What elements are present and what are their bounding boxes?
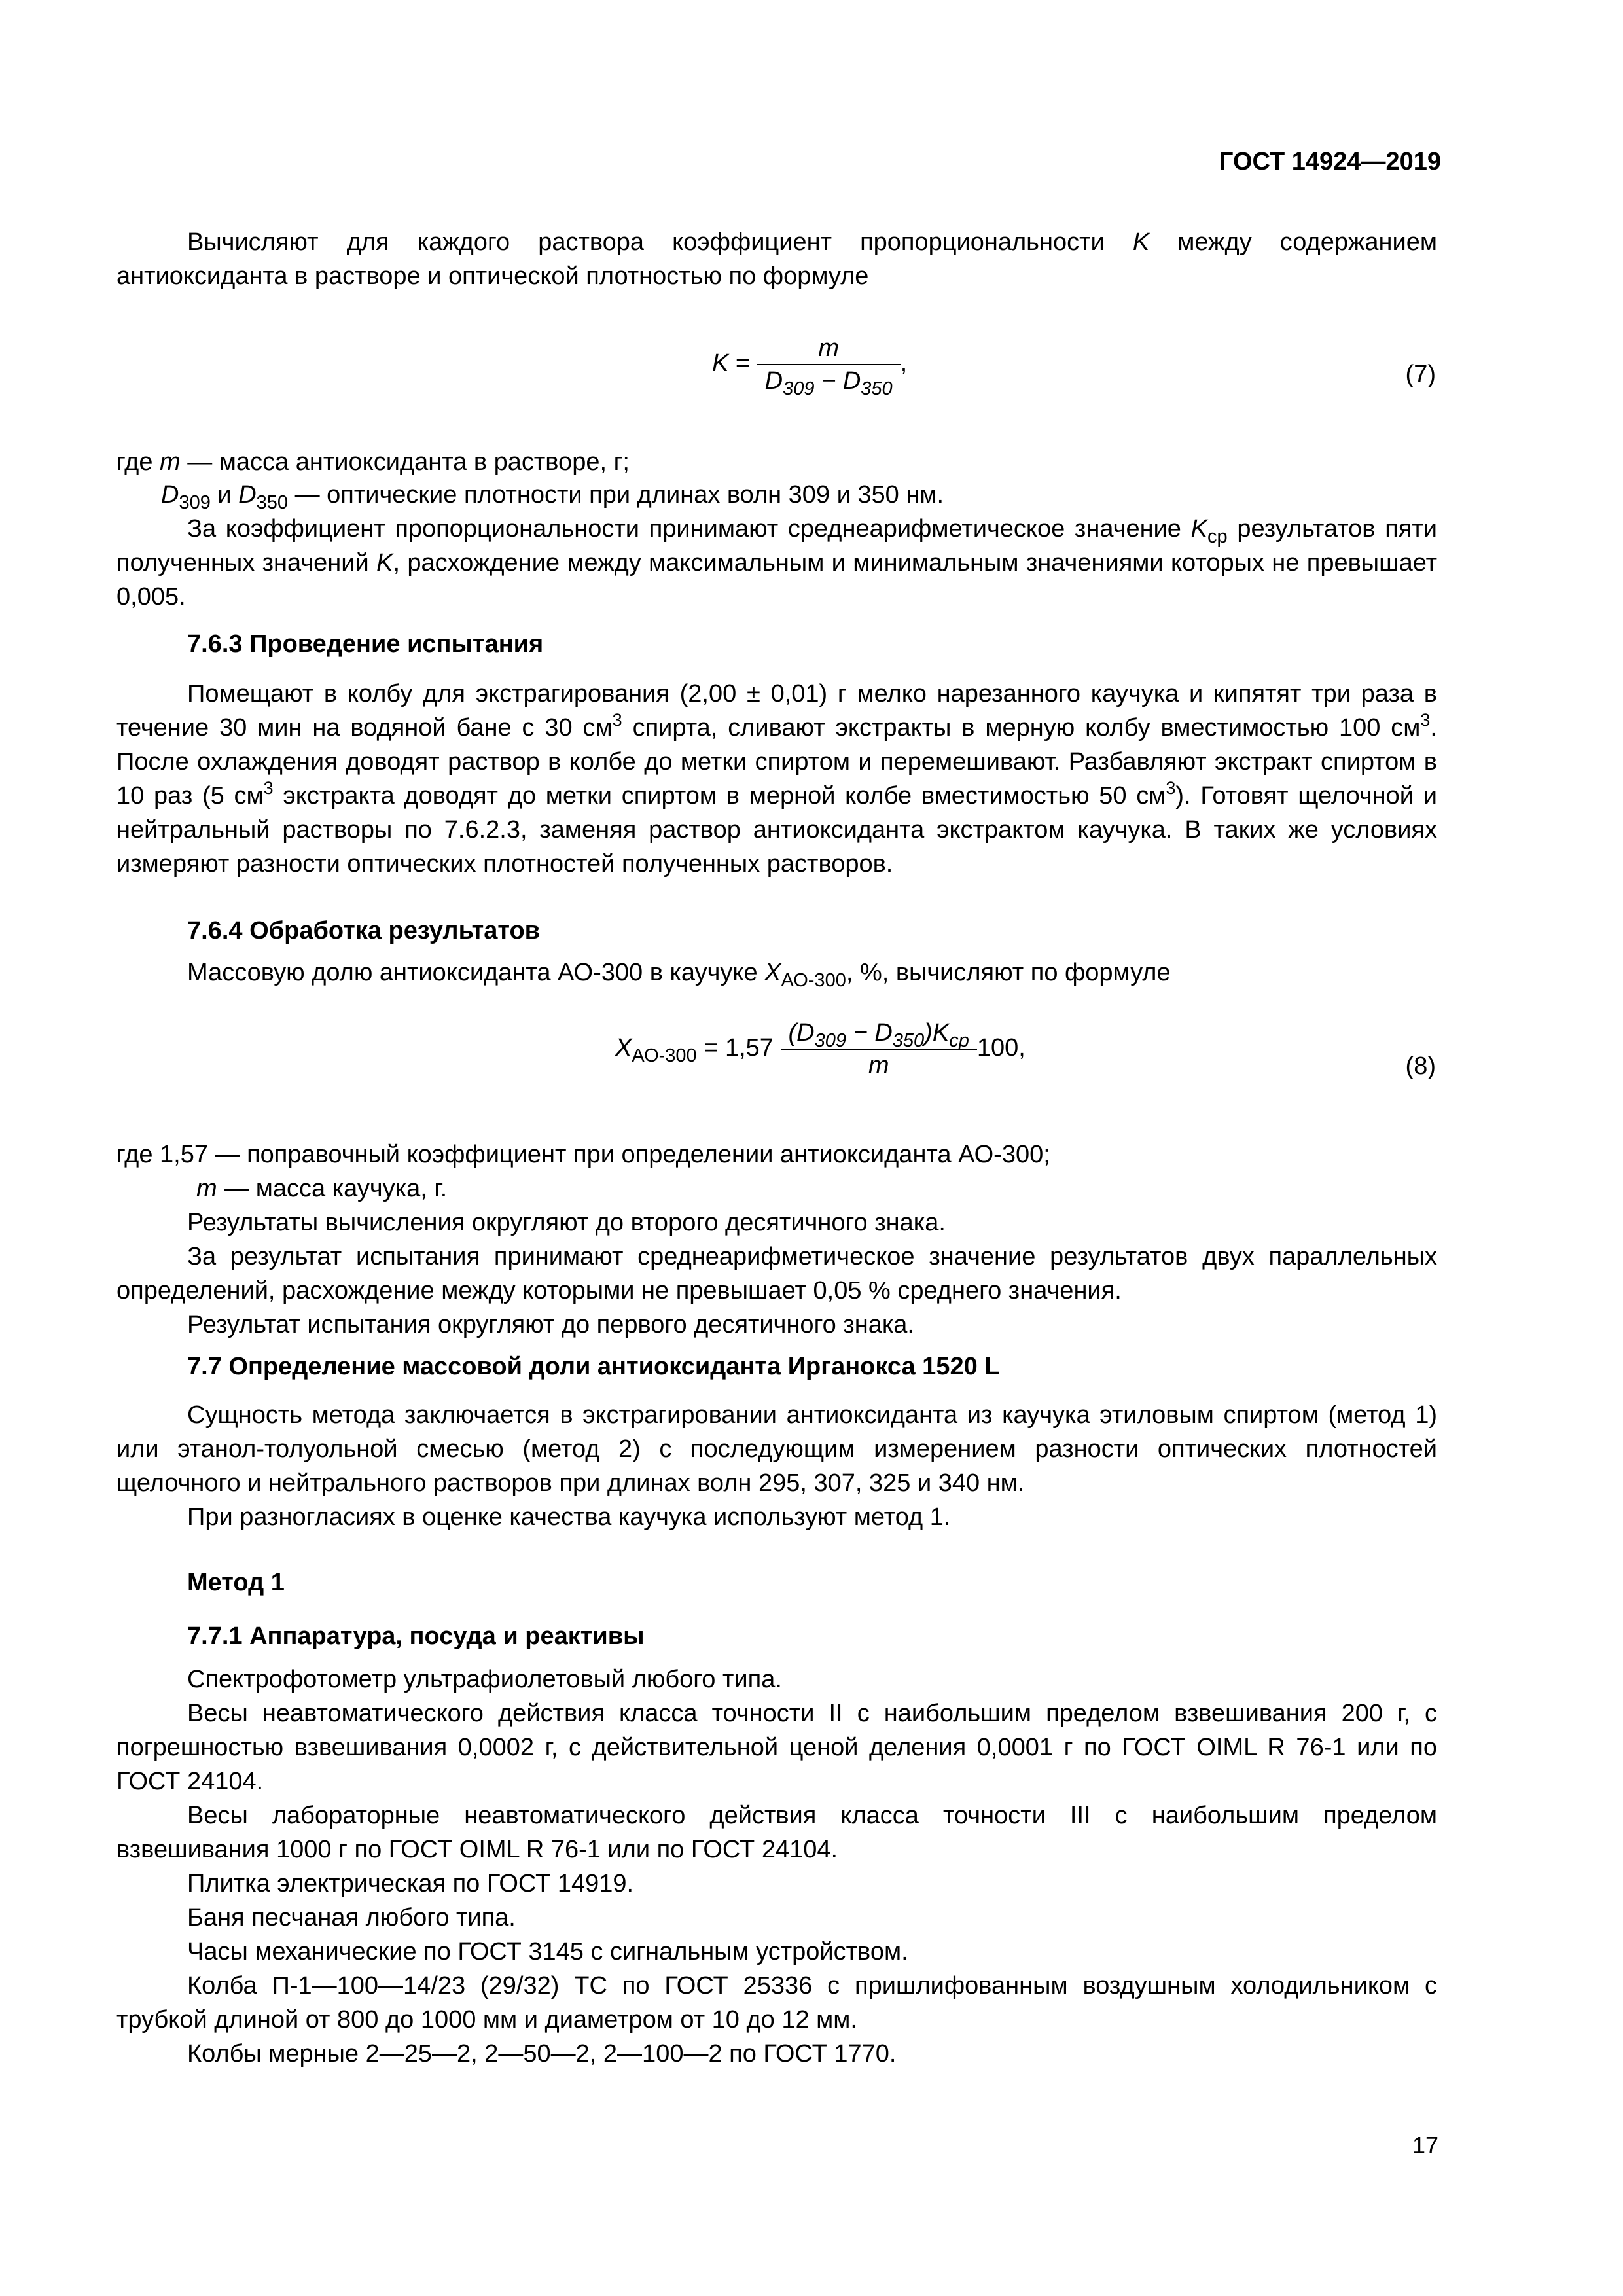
page-number: 17 (1412, 2132, 1438, 2159)
formula-8-coefficient: 1,57 (724, 1034, 774, 1062)
paragraph-mass-fraction-intro: Массовую долю антиоксиданта АО-300 в каучуке $X_{АО-300}$, %, вычисляют по формуле (187, 959, 1171, 991)
formula-8-numerator: $(D_{309} - D_{350})K_{ср}$ (781, 1017, 977, 1050)
paragraph-rounding-first: Результат испытания округляют до первого десятичного знака. (187, 1311, 914, 1338)
equipment-item: Спектрофотометр ультрафиолетовый любого типа. (187, 1666, 782, 1693)
equipment-item: Часы механические по ГОСТ 3145 с сигнальным устройством. (187, 1938, 908, 1965)
equipment-item: Колбы мерные 2—25—2, 2—50—2, 2—100—2 по ГОСТ 1770. (187, 2040, 897, 2068)
formula-7-denominator: $D_{309} - D_{350}$ (764, 367, 893, 399)
section-7-7-1-title: 7.7.1 Аппаратура, посуда и реактивы (187, 1623, 645, 1650)
formula-8-number: (8) (1405, 1052, 1436, 1080)
equipment-item: Баня песчаная любого типа. (187, 1904, 516, 1931)
method-1-title: Метод 1 (187, 1569, 285, 1596)
formula-7-number: (7) (1405, 361, 1436, 388)
where-7-line-2: $D_{309}$ и $D_{350}$ — оптические плотности при длинах волн 309 и 350 нм. (161, 481, 944, 513)
equipment-item: Плитка электрическая по ГОСТ 14919. (187, 1870, 634, 1897)
where-8-line-1: где 1,57 — поправочный коэффициент при определении антиоксиданта АО-300; (116, 1141, 1050, 1168)
where-7-line-1: где m — масса антиоксиданта в растворе, г; (116, 448, 630, 476)
formula-8-lhs: $X_{АО-300}$ (615, 1034, 697, 1067)
paragraph-coefficient-intro: Вычисляют для каждого раствора коэффициент пропорциональности K между содержанием антиоксиданта в растворе и оптической плотностью по формуле (116, 228, 1437, 290)
where-8-line-2: m — масса каучука, г. (196, 1175, 448, 1202)
equipment-item: Весы лабораторные неавтоматического действия класса точности III с наибольшим пределом взвешивания 1000 г по ГОСТ OIML R 76-1 или по ГОСТ 24104. (116, 1802, 1437, 1863)
formula-7-numerator: m (757, 332, 901, 365)
formula-8: $X_{АО-300} = 1,57$ $\frac{(D_{309} - D_{350})K_{ср}}{m}$ 100, (615, 1017, 1026, 1081)
paragraph-disagreement: При разногласиях в оценке качества каучука используют метод 1. (187, 1503, 951, 1531)
paragraph-test-result: За результат испытания принимают среднеарифметическое значение результатов двух параллельных определений, расхождение между которыми не превышает 0,05 % среднего значения. (116, 1243, 1437, 1304)
equipment-item: Колба П-1—100—14/23 (29/32) ТС по ГОСТ 25336 с пришлифованным воздушным холодильником с трубкой длиной от 800 до 1000 мм и диаметром от 10 до 12 мм. (116, 1972, 1437, 2034)
formula-7-lhs: K (712, 350, 729, 378)
paragraph-method-essence: Сущность метода заключается в экстрагировании антиоксиданта из каучука этиловым спиртом (метод 1) или этанол-толуольной смесью (метод 2) с последующим измерением разности оптических плотностей щелочного и нейтрального растворов при длинах волн 295, 307, 325 и 340 нм. (116, 1401, 1437, 1497)
equipment-item: Весы неавтоматического действия класса точности II с наибольшим пределом взвешивания 200 г, с погрешностью взвешивания 0,0002 г, с действительной ценой деления 0,0001 г по ГОСТ OIML R 76-1 или по ГОСТ 24104. (116, 1700, 1437, 1795)
formula-7: K = $\frac{m}{D_{309} - D_{350}}$ , (712, 332, 907, 397)
section-7-7-title: 7.7 Определение массовой доли антиоксиданта Ирганокса 1520 L (187, 1353, 1000, 1380)
paragraph-rounding-second: Результаты вычисления округляют до второго десятичного знака. (187, 1209, 946, 1236)
paragraph-test-procedure: Помещают в колбу для экстрагирования (2,00 ± 0,01) г мелко нарезанного каучука и кипятят три раза в течение 30 мин на водяной бане с 30 $см^3$ спирта, сливают экстракты в мерную колбу вместимостью 100 $см^3$. После охлаждения доводят раствор в колбе до метки спиртом и перемешивают. Разбавляют экстракт спиртом в 10 раз (5 $см^3$ экстракта доводят до метки спиртом в мерной колбе вместимостью 50 $см^3$). Готовят щелочной и нейтральный растворы по 7.6.2.3, заменяя раствор антиоксиданта экстрактом каучука. В таких же условиях измеряют разности оптических плотностей полученных растворов. (116, 680, 1437, 878)
paragraph-average-coefficient: За коэффициент пропорциональности принимают среднеарифметическое значение $K_{ср}$ результатов пяти полученных значений K, расхождение между максимальным и минимальным значениями которых не превышает 0,005. (116, 515, 1437, 611)
formula-8-denominator: m (868, 1052, 889, 1079)
section-7-6-4-title: 7.6.4 Обработка результатов (187, 917, 541, 944)
formula-8-factor: 100 (976, 1034, 1019, 1062)
section-7-6-3-title: 7.6.3 Проведение испытания (187, 630, 544, 658)
document-header: ГОСТ 14924—2019 (1219, 148, 1441, 175)
